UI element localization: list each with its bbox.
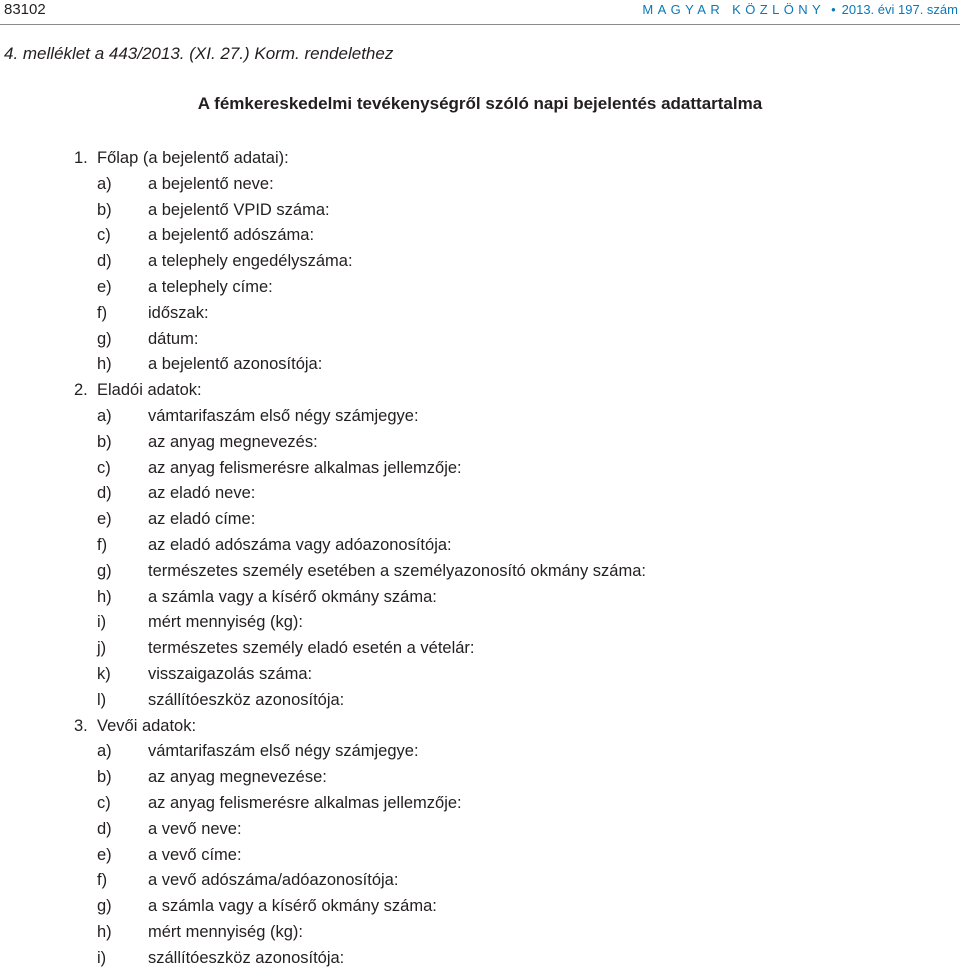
item-letter: i) bbox=[97, 613, 107, 632]
item-letter: g) bbox=[97, 561, 112, 580]
page-number: 83102 bbox=[4, 1, 46, 18]
list-item bbox=[0, 636, 960, 662]
list-item bbox=[0, 791, 960, 817]
list-item bbox=[0, 817, 960, 843]
item-text: természetes személy esetében a személyazonosító okmány száma: bbox=[148, 561, 646, 580]
item-text: szállítóeszköz azonosítója: bbox=[148, 948, 345, 967]
item-text: az anyag felismerésre alkalmas jellemzője: bbox=[148, 458, 462, 477]
item-letter: a) bbox=[97, 406, 112, 425]
item-text: szállítóeszköz azonosítója: bbox=[148, 690, 345, 709]
item-letter: h) bbox=[97, 922, 112, 941]
list-item bbox=[0, 430, 960, 456]
item-text: az eladó címe: bbox=[148, 510, 256, 529]
item-text: a vevő adószáma/adóazonosítója: bbox=[148, 871, 399, 890]
list-item bbox=[0, 275, 960, 301]
list-item bbox=[0, 688, 960, 714]
item-letter: e) bbox=[97, 845, 112, 864]
list-item bbox=[0, 172, 960, 198]
journal-info bbox=[642, 2, 958, 17]
list-item bbox=[0, 249, 960, 275]
section-number: 2. bbox=[74, 381, 88, 400]
item-text: az anyag felismerésre alkalmas jellemzője: bbox=[148, 793, 462, 812]
item-text: a telephely címe: bbox=[148, 277, 273, 296]
item-letter: k) bbox=[97, 664, 111, 683]
list-item bbox=[0, 739, 960, 765]
list-item bbox=[0, 327, 960, 353]
item-letter: i) bbox=[97, 948, 107, 967]
item-letter: b) bbox=[97, 768, 112, 787]
list-item bbox=[0, 610, 960, 636]
list-item bbox=[0, 920, 960, 946]
list-item bbox=[0, 481, 960, 507]
item-letter: e) bbox=[97, 510, 112, 529]
item-text: az anyag megnevezés: bbox=[148, 432, 318, 451]
section-heading bbox=[0, 378, 960, 404]
list-item bbox=[0, 456, 960, 482]
item-text: a bejelentő adószáma: bbox=[148, 226, 315, 245]
list-item bbox=[0, 352, 960, 378]
item-text: időszak: bbox=[148, 303, 209, 322]
section-title: Eladói adatok: bbox=[97, 381, 202, 400]
list-item bbox=[0, 223, 960, 249]
item-text: a telephely engedélyszáma: bbox=[148, 252, 353, 271]
item-text: a bejelentő VPID száma: bbox=[148, 200, 330, 219]
item-text: az eladó adószáma vagy adóazonosítója: bbox=[148, 535, 452, 554]
item-text: mért mennyiség (kg): bbox=[148, 613, 303, 632]
item-letter: l) bbox=[97, 690, 107, 709]
item-letter: a) bbox=[97, 174, 112, 193]
item-text: a vevő címe: bbox=[148, 845, 242, 864]
item-letter: f) bbox=[97, 871, 108, 890]
list-item bbox=[0, 559, 960, 585]
item-text: vámtarifaszám első négy számjegye: bbox=[148, 742, 419, 761]
page-header bbox=[0, 0, 960, 26]
list-item bbox=[0, 507, 960, 533]
list-item bbox=[0, 662, 960, 688]
item-text: mért mennyiség (kg): bbox=[148, 922, 303, 941]
item-letter: c) bbox=[97, 226, 111, 245]
list-item bbox=[0, 765, 960, 791]
section-title: Főlap (a bejelentő adatai): bbox=[97, 149, 289, 167]
list-item bbox=[0, 404, 960, 430]
item-letter: g) bbox=[97, 329, 112, 348]
list-item bbox=[0, 843, 960, 869]
item-letter: a) bbox=[97, 742, 112, 761]
item-text: visszaigazolás száma: bbox=[148, 664, 313, 683]
item-text: a vevő neve: bbox=[148, 819, 242, 838]
item-text: vámtarifaszám első négy számjegye: bbox=[148, 406, 419, 425]
document-title: A fémkereskedelmi tevékenységről szóló napi bejelentés adattartalma bbox=[197, 94, 763, 113]
item-letter: b) bbox=[97, 432, 112, 451]
header-rule bbox=[0, 24, 960, 25]
item-text: a bejelentő neve: bbox=[148, 174, 274, 193]
journal-name: MAGYAR KÖZLÖNY bbox=[642, 2, 826, 17]
item-letter: e) bbox=[97, 277, 112, 296]
item-text: dátum: bbox=[148, 329, 199, 348]
list-item bbox=[0, 894, 960, 920]
item-letter: h) bbox=[97, 587, 112, 606]
item-letter: d) bbox=[97, 252, 112, 271]
item-letter: b) bbox=[97, 200, 112, 219]
section-list bbox=[0, 146, 960, 972]
section-title: Vevői adatok: bbox=[97, 716, 197, 735]
list-item bbox=[0, 301, 960, 327]
item-letter: c) bbox=[97, 458, 111, 477]
section-heading bbox=[0, 146, 960, 172]
section-number: 3. bbox=[74, 716, 88, 735]
item-letter: d) bbox=[97, 484, 112, 503]
item-letter: f) bbox=[97, 535, 108, 554]
list-item bbox=[0, 585, 960, 611]
list-item bbox=[0, 198, 960, 224]
item-letter: g) bbox=[97, 897, 112, 916]
item-letter: h) bbox=[97, 355, 112, 374]
list-item bbox=[0, 533, 960, 559]
item-letter: c) bbox=[97, 793, 111, 812]
item-letter: j) bbox=[97, 639, 107, 658]
separator-bullet: • bbox=[831, 2, 836, 17]
item-text: a bejelentő azonosítója: bbox=[148, 355, 323, 374]
item-text: természetes személy eladó esetén a vételár: bbox=[148, 639, 475, 658]
item-text: a számla vagy a kísérő okmány száma: bbox=[148, 897, 437, 916]
annex-title: 4. melléklet a 443/2013. (XI. 27.) Korm. rendelethez bbox=[4, 44, 394, 63]
item-letter: f) bbox=[97, 303, 108, 322]
section-heading bbox=[0, 714, 960, 740]
item-text: az anyag megnevezése: bbox=[148, 768, 327, 787]
issue-label: 2013. évi 197. szám bbox=[841, 2, 958, 17]
item-letter: d) bbox=[97, 819, 112, 838]
item-text: a számla vagy a kísérő okmány száma: bbox=[148, 587, 437, 606]
list-item bbox=[0, 868, 960, 894]
section-number: 1. bbox=[74, 149, 88, 167]
item-text: az eladó neve: bbox=[148, 484, 256, 503]
